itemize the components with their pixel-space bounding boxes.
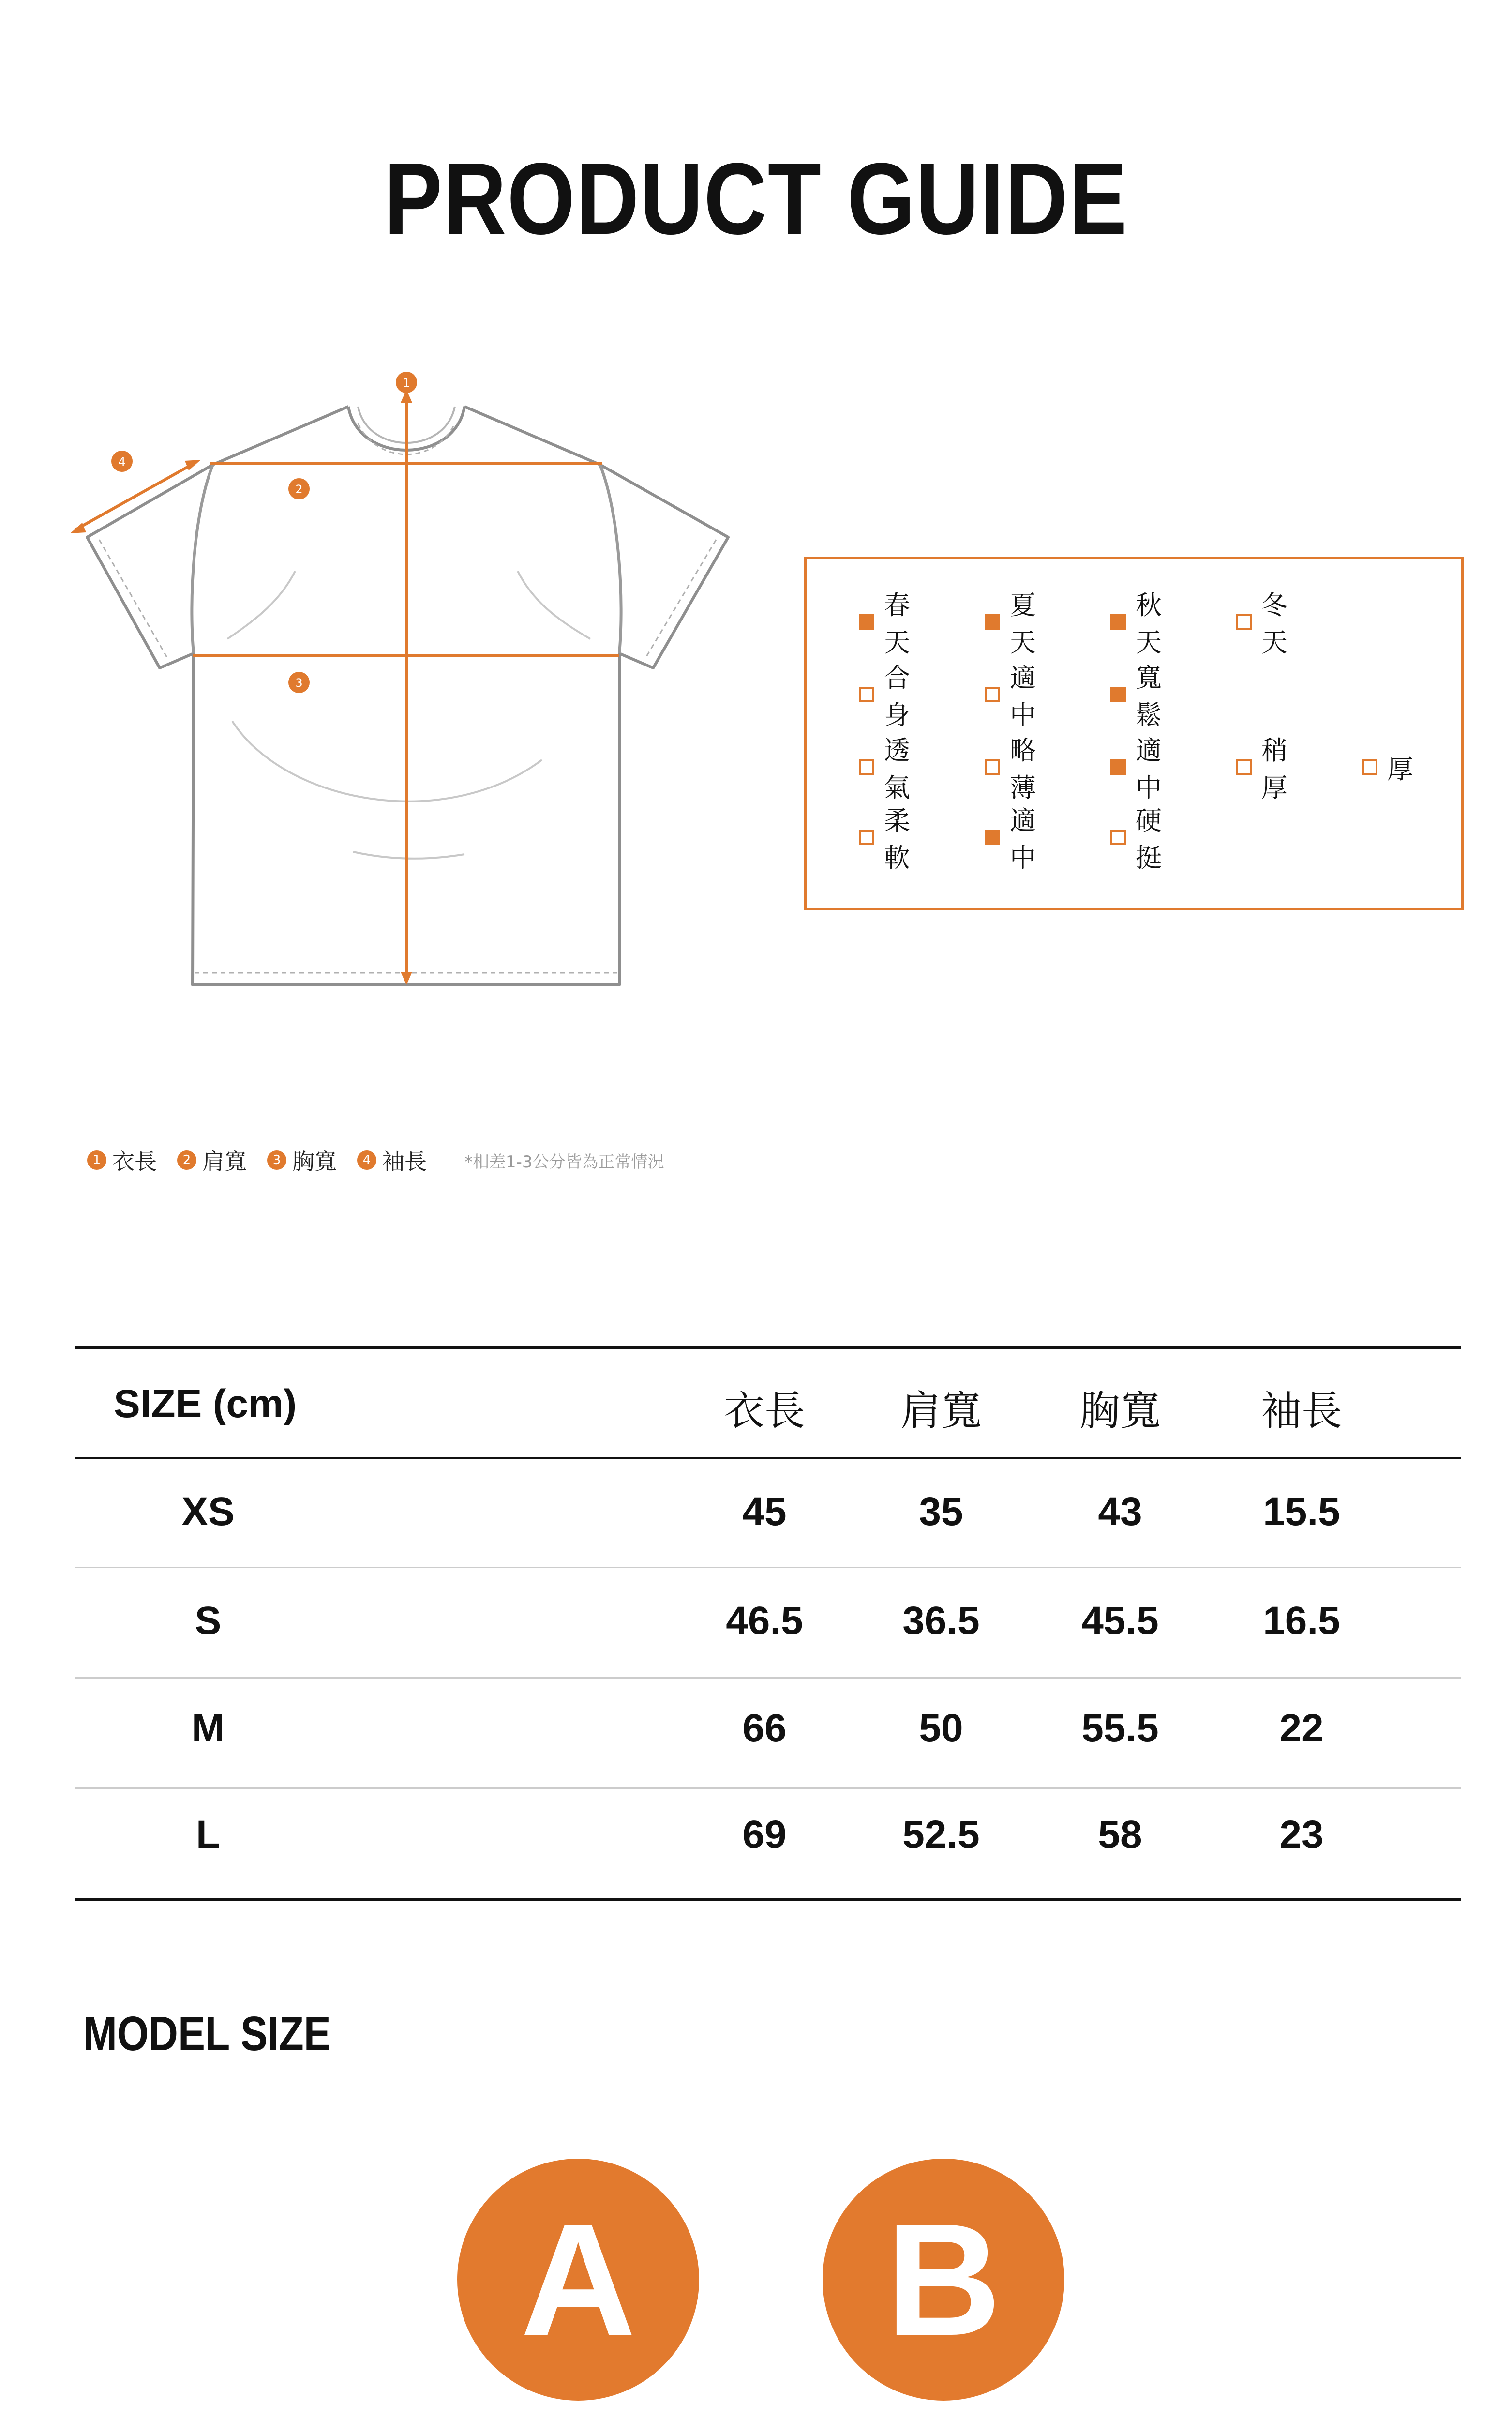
- checked-box-icon: [1110, 614, 1126, 630]
- size-table-cell: 22: [1279, 1706, 1324, 1750]
- table-divider: [75, 1457, 1461, 1459]
- attr-option-label: 冬天: [1261, 590, 1287, 658]
- legend-item: [357, 1144, 427, 1176]
- legend-number-badge: 3: [267, 1150, 286, 1170]
- legend-note: *相差1-3公分皆為正常情況: [464, 1152, 664, 1172]
- marker-1: 1: [403, 376, 410, 390]
- attr-option: [1236, 590, 1287, 658]
- unchecked-box-icon: [1236, 759, 1252, 775]
- attr-option: [1110, 663, 1162, 730]
- unchecked-box-icon: [1110, 830, 1126, 845]
- unchecked-box-icon: [1362, 759, 1377, 775]
- attr-option: [985, 663, 1036, 730]
- attr-option-label: 寬鬆: [1136, 663, 1162, 730]
- attr-option-label: 夏天: [1010, 590, 1036, 658]
- marker-3: 3: [295, 676, 303, 690]
- attr-option-label: 厚: [1387, 754, 1413, 785]
- model-b-badge: B: [823, 2159, 1064, 2401]
- page-title: PRODUCT GUIDE: [384, 142, 1128, 256]
- size-row-label: M: [191, 1706, 225, 1750]
- marker-2: 2: [295, 483, 303, 496]
- size-table-column-header: 肩寬: [900, 1387, 982, 1435]
- legend-label: 衣長: [112, 1149, 157, 1175]
- unchecked-box-icon: [1236, 614, 1252, 630]
- unchecked-box-icon: [859, 830, 874, 845]
- attr-option-label: 硬挺: [1136, 805, 1162, 873]
- legend-number-badge: 4: [357, 1150, 376, 1170]
- checked-box-icon: [985, 614, 1000, 630]
- attr-option: [859, 735, 910, 803]
- model-size-title: MODEL SIZE: [83, 2007, 331, 2061]
- tshirt-measurement-diagram: [68, 368, 745, 987]
- attr-option: [985, 590, 1036, 658]
- legend-label: 胸寬: [292, 1149, 337, 1175]
- size-table-column-header: 袖長: [1260, 1387, 1342, 1435]
- attr-option-label: 適中: [1010, 663, 1036, 730]
- attr-option: [1110, 590, 1162, 658]
- size-table-cell: 45: [742, 1490, 787, 1534]
- attr-option: [985, 735, 1036, 803]
- attr-option-label: 透氣: [884, 735, 910, 803]
- size-row-label: S: [195, 1599, 222, 1643]
- table-divider: [75, 1677, 1461, 1679]
- table-divider: [75, 1346, 1461, 1349]
- legend-item: [267, 1144, 337, 1176]
- marker-4: 4: [118, 455, 126, 469]
- legend-number-badge: 2: [177, 1150, 196, 1170]
- size-row-label: L: [195, 1813, 221, 1857]
- size-table-cell: 52.5: [902, 1813, 980, 1857]
- model-a-badge: A: [457, 2159, 699, 2401]
- table-divider: [75, 1787, 1461, 1789]
- attr-option-label: 適中: [1010, 805, 1036, 873]
- size-table-cell: 50: [919, 1706, 963, 1750]
- size-table-cell: 66: [742, 1706, 787, 1750]
- checked-box-icon: [1110, 687, 1126, 702]
- attr-option-label: 春天: [884, 590, 910, 658]
- attr-option: [985, 805, 1036, 873]
- legend-item: [177, 1144, 247, 1176]
- legend-label: 袖長: [382, 1149, 427, 1175]
- table-divider: [75, 1898, 1461, 1901]
- legend-label: 肩寬: [202, 1149, 247, 1175]
- unchecked-box-icon: [859, 759, 874, 775]
- attr-option: [859, 805, 910, 873]
- attr-option: [1362, 748, 1413, 786]
- attr-option-label: 合身: [884, 663, 910, 730]
- table-divider: [75, 1567, 1461, 1568]
- legend-number-badge: 1: [87, 1150, 106, 1170]
- size-table-cell: 35: [919, 1490, 963, 1534]
- attr-option: [859, 663, 910, 730]
- size-table-cell: 43: [1098, 1490, 1142, 1534]
- attr-option: [1110, 735, 1162, 803]
- size-table-cell: 46.5: [726, 1599, 803, 1643]
- measurement-legend: [87, 1143, 664, 1177]
- size-table-column-header: 胸寬: [1079, 1387, 1161, 1435]
- size-table-cell: 36.5: [902, 1599, 980, 1643]
- checked-box-icon: [985, 830, 1000, 845]
- size-table-cell: 45.5: [1081, 1599, 1159, 1643]
- size-table-cell: 55.5: [1081, 1706, 1159, 1750]
- fabric-attributes-panel: [804, 557, 1464, 910]
- size-table-column-header: 衣長: [723, 1387, 805, 1435]
- size-table-cell: 58: [1098, 1813, 1142, 1857]
- size-table-header: SIZE (cm): [114, 1382, 297, 1426]
- attr-option-label: 柔軟: [884, 805, 910, 873]
- attr-option: [1236, 735, 1287, 803]
- attr-option: [1110, 805, 1162, 873]
- attr-option-label: 秋天: [1136, 590, 1162, 658]
- checked-box-icon: [859, 614, 874, 630]
- size-table: [75, 1346, 1461, 1889]
- unchecked-box-icon: [985, 687, 1000, 702]
- size-row-label: XS: [181, 1490, 235, 1534]
- diagram-markers: [111, 372, 417, 693]
- legend-item: [87, 1144, 157, 1176]
- size-table-cell: 16.5: [1263, 1599, 1340, 1643]
- size-table-cell: 69: [742, 1813, 787, 1857]
- size-table-cell: 15.5: [1263, 1490, 1340, 1534]
- checked-box-icon: [1110, 759, 1126, 775]
- attr-option-label: 適中: [1136, 735, 1162, 803]
- size-table-cell: 23: [1279, 1813, 1324, 1857]
- attr-option-label: 稍厚: [1261, 735, 1287, 803]
- unchecked-box-icon: [985, 759, 1000, 775]
- attr-option: [859, 590, 910, 658]
- unchecked-box-icon: [859, 687, 874, 702]
- measure-sleeve-line: [75, 462, 196, 530]
- attr-option-label: 略薄: [1010, 735, 1036, 803]
